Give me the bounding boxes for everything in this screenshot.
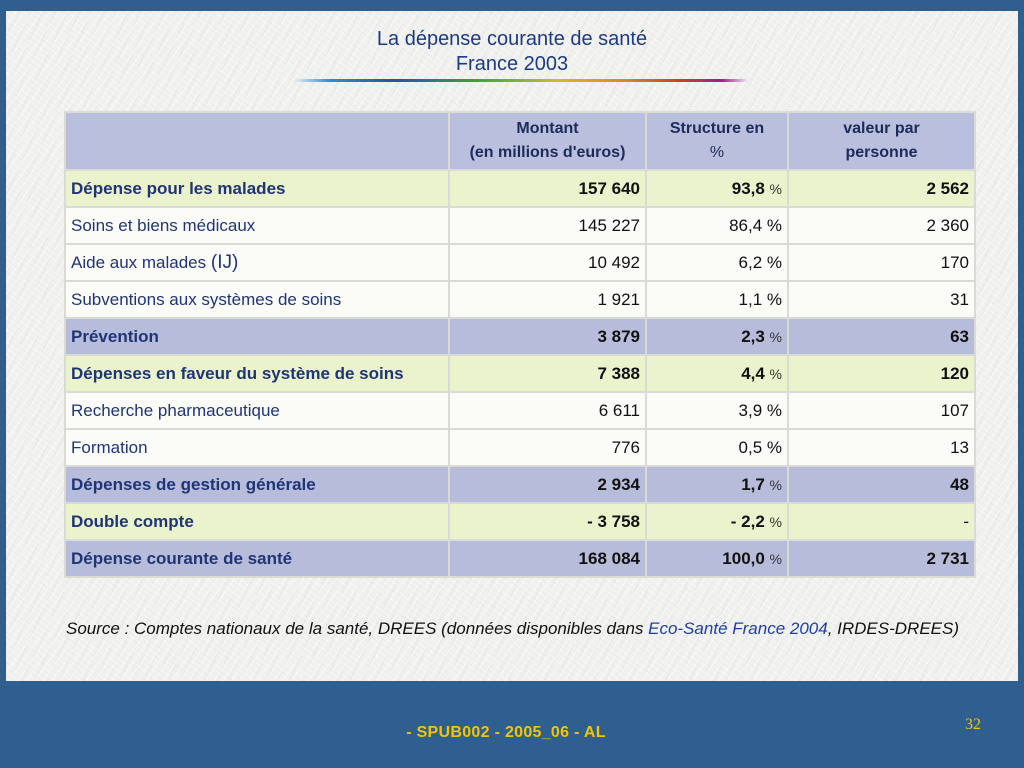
table-row: [66, 430, 974, 465]
row-structure-value: 86,4: [729, 215, 767, 235]
row-structure-value: 93,8: [731, 178, 770, 198]
row-structure-value: 1,1: [738, 289, 767, 309]
table-row: [66, 245, 974, 280]
row-montant: 6 611: [450, 393, 645, 428]
header-structure-line2: %: [709, 144, 725, 161]
row-structure: [647, 393, 787, 428]
table-row: [66, 504, 974, 539]
row-label: Dépense courante de santé: [66, 541, 448, 576]
row-label: Recherche pharmaceutique: [66, 393, 448, 428]
percent-sign: %: [766, 252, 782, 272]
percent-sign: %: [766, 437, 782, 457]
row-structure: [647, 319, 787, 354]
row-personne: 48: [789, 467, 974, 502]
table-row: [66, 282, 974, 317]
table-row: [66, 356, 974, 391]
row-structure-value: 100,0: [722, 548, 770, 568]
source-prefix: Source : Comptes nationaux de la santé, DREES (données disponibles dans: [66, 619, 649, 638]
table-row: [66, 319, 974, 354]
percent-sign: %: [769, 328, 782, 345]
percent-sign: %: [769, 550, 782, 567]
row-structure: [647, 171, 787, 206]
percent-sign: %: [766, 215, 782, 235]
row-label-text: Aide aux malades: [71, 252, 211, 272]
source-link[interactable]: Eco-Santé France 2004: [648, 619, 828, 638]
row-structure: [647, 282, 787, 317]
table-header-row: [66, 113, 974, 169]
table-row: [66, 208, 974, 243]
footer-course-label: - SPUB002 - 2005_06 - AL: [406, 724, 606, 741]
percent-sign: %: [769, 476, 782, 493]
row-label: Subventions aux systèmes de soins: [66, 282, 448, 317]
table-row: [66, 171, 974, 206]
row-montant: - 3 758: [450, 504, 645, 539]
title-underline-rule: [293, 79, 749, 82]
row-structure-value: 2,3: [741, 326, 770, 346]
header-montant-line1: Montant: [516, 120, 579, 137]
source-suffix: , IRDES-DREES): [827, 619, 959, 638]
source-note: [66, 618, 966, 640]
row-personne: -: [789, 504, 974, 539]
slide-panel: [6, 11, 1018, 681]
percent-sign: %: [766, 289, 782, 309]
row-label: Prévention: [66, 319, 448, 354]
percent-sign: %: [769, 180, 782, 197]
percent-sign: %: [769, 513, 782, 530]
table-row: [66, 541, 974, 576]
slide-page-number: 32: [965, 716, 981, 733]
row-structure-value: 3,9: [738, 400, 767, 420]
row-montant: 10 492: [450, 245, 645, 280]
percent-sign: %: [766, 400, 782, 420]
row-montant: 1 921: [450, 282, 645, 317]
header-label-cell: [66, 113, 448, 169]
row-structure-value: 4,4: [741, 363, 770, 383]
row-structure: [647, 467, 787, 502]
slide-title-line2: France 2003: [455, 53, 569, 75]
row-personne: 2 360: [789, 208, 974, 243]
health-expenditure-table: [64, 111, 976, 578]
header-personne-line1: valeur par: [843, 120, 920, 137]
percent-sign: %: [769, 365, 782, 382]
row-label: Formation: [66, 430, 448, 465]
header-personne-line2: personne: [845, 144, 918, 161]
header-montant-line2: (en millions d'euros): [469, 144, 626, 161]
row-label: Dépenses de gestion générale: [66, 467, 448, 502]
row-personne: 120: [789, 356, 974, 391]
row-personne: 107: [789, 393, 974, 428]
header-structure: [647, 113, 787, 169]
row-personne: 31: [789, 282, 974, 317]
row-structure: [647, 208, 787, 243]
header-montant: [450, 113, 645, 169]
row-structure-value: - 2,2: [730, 511, 770, 531]
row-montant: 776: [450, 430, 645, 465]
row-structure: [647, 245, 787, 280]
row-structure: [647, 430, 787, 465]
row-personne: 170: [789, 245, 974, 280]
row-structure: [647, 356, 787, 391]
row-label-suffix: (IJ): [210, 251, 239, 273]
row-montant: 2 934: [450, 467, 645, 502]
row-structure-value: 0,5: [738, 437, 767, 457]
row-structure-value: 6,2: [738, 252, 767, 272]
row-personne: 2 562: [789, 171, 974, 206]
header-structure-line1: Structure en: [669, 120, 765, 137]
row-label: Double compte: [66, 504, 448, 539]
row-montant: 3 879: [450, 319, 645, 354]
row-personne: 2 731: [789, 541, 974, 576]
row-montant: 157 640: [450, 171, 645, 206]
row-montant: 145 227: [450, 208, 645, 243]
slide-title: [6, 27, 1018, 77]
table-row: [66, 393, 974, 428]
table-row: [66, 467, 974, 502]
row-montant: 168 084: [450, 541, 645, 576]
header-personne: [789, 113, 974, 169]
row-personne: 13: [789, 430, 974, 465]
row-structure: [647, 504, 787, 539]
row-label: [66, 245, 448, 280]
row-structure: [647, 541, 787, 576]
row-structure-value: 1,7: [741, 474, 770, 494]
row-personne: 63: [789, 319, 974, 354]
slide-title-line1: La dépense courante de santé: [376, 28, 648, 50]
row-label: Dépenses en faveur du système de soins: [66, 356, 448, 391]
row-label: Dépense pour les malades: [66, 171, 448, 206]
row-label: Soins et biens médicaux: [66, 208, 448, 243]
row-montant: 7 388: [450, 356, 645, 391]
